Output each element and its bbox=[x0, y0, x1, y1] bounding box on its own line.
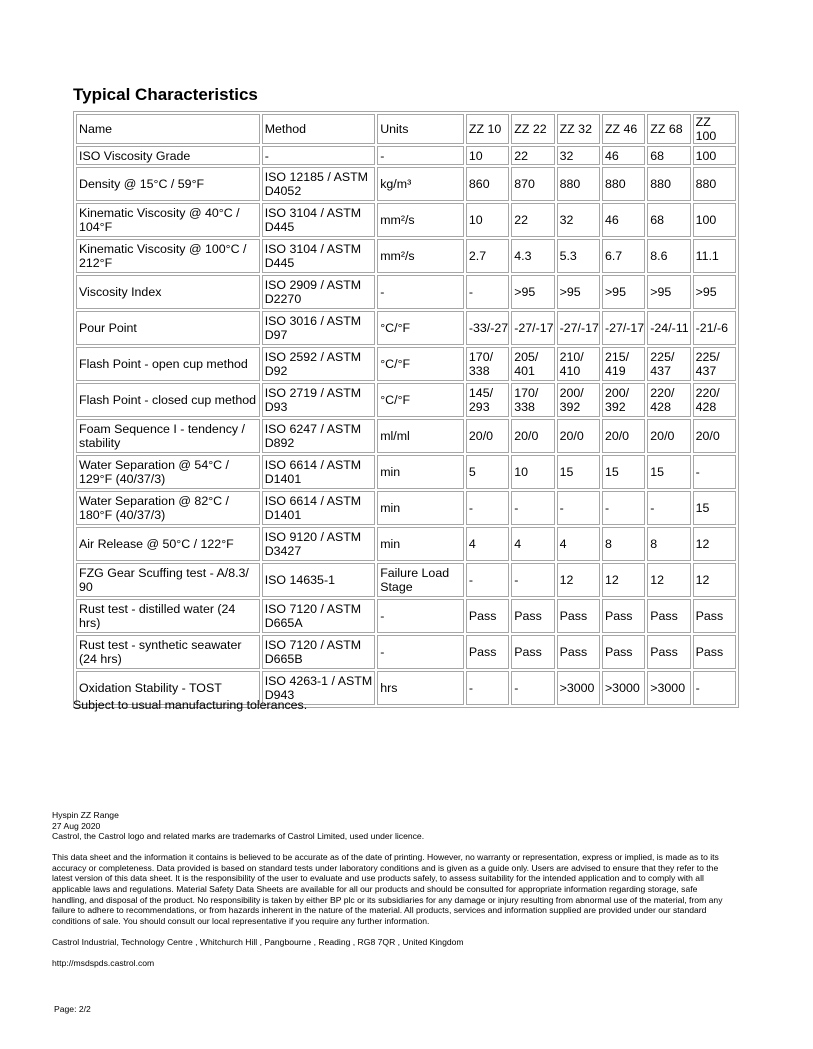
table-cell: 5.3 bbox=[557, 239, 600, 273]
table-cell: 46 bbox=[602, 146, 645, 165]
table-cell: Flash Point - open cup method bbox=[76, 347, 260, 381]
table-cell: Pass bbox=[693, 599, 736, 633]
table-cell: 22 bbox=[511, 203, 554, 237]
table-cell: Pass bbox=[511, 635, 554, 669]
table-cell: >95 bbox=[693, 275, 736, 309]
table-cell: - bbox=[511, 671, 554, 705]
table-cell: 12 bbox=[602, 563, 645, 597]
table-cell: ISO 2592 / ASTM D92 bbox=[262, 347, 376, 381]
product-name: Hyspin ZZ Range bbox=[52, 810, 119, 820]
table-cell: - bbox=[377, 275, 464, 309]
table-cell: Oxidation Stability - TOST bbox=[76, 671, 260, 705]
table-cell: °C/°F bbox=[377, 311, 464, 345]
table-row bbox=[76, 455, 736, 489]
table-cell: -27/-17 bbox=[557, 311, 600, 345]
table-cell: 210/ 410 bbox=[557, 347, 600, 381]
table-cell: 145/ 293 bbox=[466, 383, 509, 417]
table-cell: Density @ 15°C / 59°F bbox=[76, 167, 260, 201]
table-cell: ISO 4263-1 / ASTM D943 bbox=[262, 671, 376, 705]
table-cell: - bbox=[377, 146, 464, 165]
table-cell: Pass bbox=[511, 599, 554, 633]
table-cell: 10 bbox=[466, 203, 509, 237]
table-cell: mm²/s bbox=[377, 239, 464, 273]
table-cell: 4 bbox=[557, 527, 600, 561]
table-cell: 15 bbox=[602, 455, 645, 489]
table-row bbox=[76, 383, 736, 417]
table-cell: - bbox=[602, 491, 645, 525]
table-cell: 12 bbox=[647, 563, 690, 597]
table-row bbox=[76, 491, 736, 525]
trademark-notice: Castrol, the Castrol logo and related marks are trademarks of Castrol Limited, used under licence. bbox=[52, 831, 425, 842]
table-cell: - bbox=[647, 491, 690, 525]
table-cell: 10 bbox=[466, 146, 509, 165]
table-cell: ISO 7120 / ASTM D665B bbox=[262, 635, 376, 669]
table-cell: ml/ml bbox=[377, 419, 464, 453]
table-cell: 2.7 bbox=[466, 239, 509, 273]
table-cell: 4 bbox=[511, 527, 554, 561]
table-cell: Pour Point bbox=[76, 311, 260, 345]
table-cell: 68 bbox=[647, 203, 690, 237]
column-header: Units bbox=[377, 114, 464, 144]
table-cell: 200/ 392 bbox=[557, 383, 600, 417]
table-cell: °C/°F bbox=[377, 347, 464, 381]
table-cell: 32 bbox=[557, 146, 600, 165]
table-cell: Pass bbox=[647, 635, 690, 669]
table-cell: 4.3 bbox=[511, 239, 554, 273]
table-cell: ISO Viscosity Grade bbox=[76, 146, 260, 165]
table-cell: mm²/s bbox=[377, 203, 464, 237]
table-cell: Pass bbox=[557, 599, 600, 633]
table-cell: 880 bbox=[647, 167, 690, 201]
table-cell: 32 bbox=[557, 203, 600, 237]
table-cell: - bbox=[466, 491, 509, 525]
table-cell: - bbox=[557, 491, 600, 525]
table-row bbox=[76, 275, 736, 309]
table-cell: FZG Gear Scuffing test - A/8.3/ 90 bbox=[76, 563, 260, 597]
table-cell: 880 bbox=[602, 167, 645, 201]
table-cell: ISO 2719 / ASTM D93 bbox=[262, 383, 376, 417]
table-cell: - bbox=[466, 275, 509, 309]
table-cell: 200/ 392 bbox=[602, 383, 645, 417]
table-cell: -27/-17 bbox=[511, 311, 554, 345]
table-cell: 215/ 419 bbox=[602, 347, 645, 381]
table-cell: ISO 3016 / ASTM D97 bbox=[262, 311, 376, 345]
table-cell: -21/-6 bbox=[693, 311, 736, 345]
table-cell: 68 bbox=[647, 146, 690, 165]
table-cell: 4 bbox=[466, 527, 509, 561]
revision-date: 27 Aug 2020 bbox=[52, 820, 101, 831]
table-cell: Rust test - synthetic seawater (24 hrs) bbox=[76, 635, 260, 669]
table-cell: Kinematic Viscosity @ 40°C / 104°F bbox=[76, 203, 260, 237]
table-cell: ISO 3104 / ASTM D445 bbox=[262, 203, 376, 237]
table-cell: 870 bbox=[511, 167, 554, 201]
table-cell: ISO 2909 / ASTM D2270 bbox=[262, 275, 376, 309]
table-cell: Kinematic Viscosity @ 100°C / 212°F bbox=[76, 239, 260, 273]
table-cell: -33/-27 bbox=[466, 311, 509, 345]
column-header: ZZ 100 bbox=[693, 114, 736, 144]
table-cell: Pass bbox=[466, 635, 509, 669]
table-cell: Pass bbox=[647, 599, 690, 633]
table-cell: ISO 6614 / ASTM D1401 bbox=[262, 491, 376, 525]
table-cell: 170/ 338 bbox=[466, 347, 509, 381]
table-cell: - bbox=[693, 455, 736, 489]
table-cell: 5 bbox=[466, 455, 509, 489]
table-cell: - bbox=[262, 146, 376, 165]
table-cell: - bbox=[466, 563, 509, 597]
table-header-row bbox=[76, 114, 736, 144]
table-cell: kg/m³ bbox=[377, 167, 464, 201]
table-cell: 880 bbox=[693, 167, 736, 201]
table-cell: >95 bbox=[511, 275, 554, 309]
table-cell: 20/0 bbox=[647, 419, 690, 453]
website-link[interactable]: http://msdspds.castrol.com bbox=[52, 958, 155, 969]
table-cell: ISO 6614 / ASTM D1401 bbox=[262, 455, 376, 489]
table-row bbox=[76, 419, 736, 453]
table-cell: Water Separation @ 82°C / 180°F (40/37/3) bbox=[76, 491, 260, 525]
disclaimer: This data sheet and the information it contains is believed to be accurate as of the date of printing. However, no warranty or representation, express or implied, is made as to its accuracy or completeness. Data provided is based on standard tests under laboratory conditions and is given as a guide only. Users are advised to ensure that they refer to the latest version of this data sheet. It is the responsibility of the user to evaluate and use products safely, to assess suitability for the intended application and to comply with all applicable laws and regulations. Material Safety Data Sheets are available for all our products and should be consulted for appropriate information regarding storage, safe handling, and disposal of the product. No responsibility is taken by either BP plc or its subsidiaries for any damage or injury resulting from abnormal use of the material, from any failure to adhere to recommendations, or from hazards inherent in the nature of the material. All products, services and information supplied are provided under our standard conditions of sale. You should consult our local representative if you require any further information. bbox=[52, 852, 723, 926]
table-row bbox=[76, 635, 736, 669]
table-cell: Water Separation @ 54°C / 129°F (40/37/3) bbox=[76, 455, 260, 489]
table-cell: >3000 bbox=[647, 671, 690, 705]
table-row bbox=[76, 146, 736, 165]
table-cell: 15 bbox=[647, 455, 690, 489]
table-cell: Pass bbox=[466, 599, 509, 633]
table-cell: 170/ 338 bbox=[511, 383, 554, 417]
page-number: Page: 2/2 bbox=[54, 1004, 91, 1014]
column-header: ZZ 32 bbox=[557, 114, 600, 144]
table-cell: ISO 14635-1 bbox=[262, 563, 376, 597]
table-cell: >3000 bbox=[602, 671, 645, 705]
table-cell: 46 bbox=[602, 203, 645, 237]
table-cell: Pass bbox=[693, 635, 736, 669]
table-cell: - bbox=[693, 671, 736, 705]
column-header: ZZ 68 bbox=[647, 114, 690, 144]
table-row bbox=[76, 167, 736, 201]
table-cell: 100 bbox=[693, 146, 736, 165]
column-header: ZZ 46 bbox=[602, 114, 645, 144]
table-cell: min bbox=[377, 455, 464, 489]
table-cell: 860 bbox=[466, 167, 509, 201]
table-cell: 12 bbox=[693, 563, 736, 597]
table-row bbox=[76, 527, 736, 561]
table-cell: 6.7 bbox=[602, 239, 645, 273]
column-header: Name bbox=[76, 114, 260, 144]
table-cell: Air Release @ 50°C / 122°F bbox=[76, 527, 260, 561]
table-cell: 8 bbox=[602, 527, 645, 561]
table-cell: >95 bbox=[557, 275, 600, 309]
page-title: Typical Characteristics bbox=[73, 85, 258, 104]
table-cell: >95 bbox=[602, 275, 645, 309]
table-cell: 100 bbox=[693, 203, 736, 237]
table-cell: ISO 7120 / ASTM D665A bbox=[262, 599, 376, 633]
characteristics-table bbox=[73, 111, 739, 708]
table-cell: 225/ 437 bbox=[647, 347, 690, 381]
table-cell: 20/0 bbox=[693, 419, 736, 453]
table-cell: - bbox=[511, 491, 554, 525]
table-cell: min bbox=[377, 491, 464, 525]
table-cell: 20/0 bbox=[602, 419, 645, 453]
table-cell: - bbox=[377, 635, 464, 669]
table-cell: hrs bbox=[377, 671, 464, 705]
table-cell: 880 bbox=[557, 167, 600, 201]
table-cell: 220/ 428 bbox=[647, 383, 690, 417]
table-row bbox=[76, 239, 736, 273]
table-cell: 15 bbox=[693, 491, 736, 525]
table-cell: 15 bbox=[557, 455, 600, 489]
table-row bbox=[76, 203, 736, 237]
footer bbox=[52, 810, 732, 969]
table-cell: -24/-11 bbox=[647, 311, 690, 345]
table-cell: - bbox=[377, 599, 464, 633]
table-cell: 10 bbox=[511, 455, 554, 489]
table-cell: Failure Load Stage bbox=[377, 563, 464, 597]
table-cell: 12 bbox=[693, 527, 736, 561]
table-cell: 20/0 bbox=[557, 419, 600, 453]
table-cell: 20/0 bbox=[511, 419, 554, 453]
table-cell: >3000 bbox=[557, 671, 600, 705]
table-cell: ISO 3104 / ASTM D445 bbox=[262, 239, 376, 273]
table-cell: °C/°F bbox=[377, 383, 464, 417]
table-cell: 205/ 401 bbox=[511, 347, 554, 381]
table-cell: >95 bbox=[647, 275, 690, 309]
table-row bbox=[76, 311, 736, 345]
table-cell: Pass bbox=[602, 599, 645, 633]
table-row bbox=[76, 563, 736, 597]
table-cell: - bbox=[511, 563, 554, 597]
table-cell: 8 bbox=[647, 527, 690, 561]
table-cell: 12 bbox=[557, 563, 600, 597]
table-cell: Pass bbox=[557, 635, 600, 669]
table-cell: -27/-17 bbox=[602, 311, 645, 345]
table-cell: min bbox=[377, 527, 464, 561]
table-row bbox=[76, 347, 736, 381]
table-cell: ISO 12185 / ASTM D4052 bbox=[262, 167, 376, 201]
column-header: ZZ 22 bbox=[511, 114, 554, 144]
table-cell: Foam Sequence I - tendency / stability bbox=[76, 419, 260, 453]
table-cell: Rust test - distilled water (24 hrs) bbox=[76, 599, 260, 633]
column-header: Method bbox=[262, 114, 376, 144]
table-cell: 220/ 428 bbox=[693, 383, 736, 417]
table-cell: ISO 9120 / ASTM D3427 bbox=[262, 527, 376, 561]
table-row bbox=[76, 599, 736, 633]
table-cell: 22 bbox=[511, 146, 554, 165]
table-cell: Pass bbox=[602, 635, 645, 669]
table-cell: 8.6 bbox=[647, 239, 690, 273]
table-cell: Flash Point - closed cup method bbox=[76, 383, 260, 417]
tolerance-note: Subject to usual manufacturing tolerances. bbox=[73, 698, 308, 712]
table-cell: - bbox=[466, 671, 509, 705]
table-cell: Viscosity Index bbox=[76, 275, 260, 309]
table-cell: 11.1 bbox=[693, 239, 736, 273]
table-cell: 225/ 437 bbox=[693, 347, 736, 381]
table-cell: ISO 6247 / ASTM D892 bbox=[262, 419, 376, 453]
column-header: ZZ 10 bbox=[466, 114, 509, 144]
company-address: Castrol Industrial, Technology Centre , Whitchurch Hill , Pangbourne , Reading , RG8 7QR , United Kingdom bbox=[52, 936, 464, 947]
table-cell: 20/0 bbox=[466, 419, 509, 453]
